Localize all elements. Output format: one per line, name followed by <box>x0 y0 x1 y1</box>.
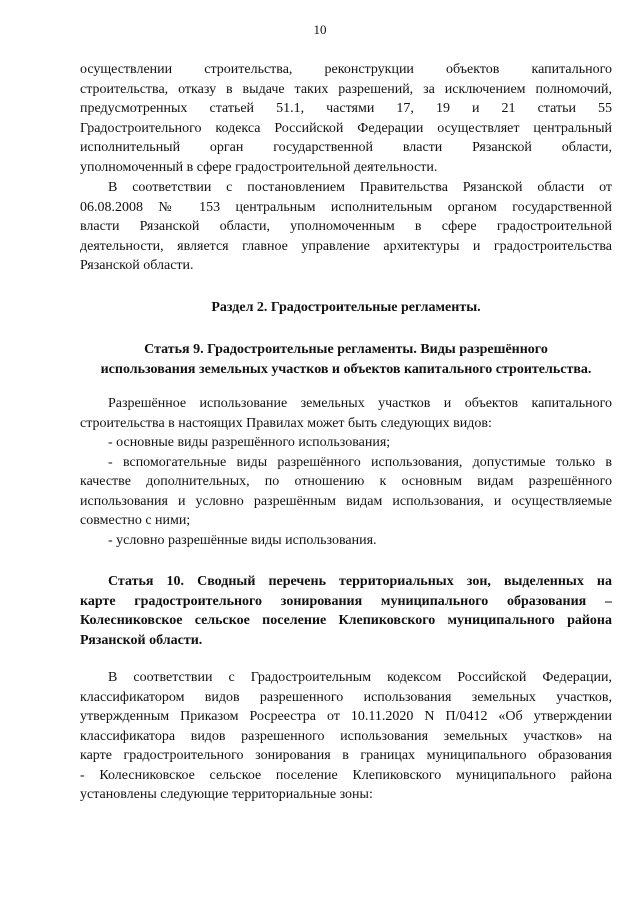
heading-line: Рязанской области. <box>80 632 203 648</box>
article-9-heading <box>80 340 612 379</box>
text-line: карте градостроительного зонирования в границах муниципального образования <box>80 748 612 763</box>
text-line: классификатора видов разрешенного использования земельных участков» на <box>80 728 612 744</box>
text-line: В соответствии с Градостроительным кодексом Российской Федерации, <box>108 670 612 685</box>
text-line: классификатором видов разрешенного использования земельных участков, <box>80 689 612 705</box>
heading-line: Статья 10. Сводный перечень территориальных зон, выделенных на <box>108 574 612 589</box>
text-line: деятельности, является главное управление архитектуры и градостроительства <box>80 238 612 254</box>
paragraph-authority <box>80 178 612 276</box>
paragraph-continuation <box>80 60 612 177</box>
text-line: осуществлении строительства, реконструкции объектов капитального <box>80 62 612 77</box>
page-number: 10 <box>313 22 327 37</box>
paragraph-permitted-use <box>80 394 612 550</box>
list-item-line: использования и условно разрешённым видам использования, и осуществляемые <box>80 493 612 509</box>
heading-line: использования земельных участков и объектов капитального строительства. <box>100 361 592 377</box>
heading-line: карте градостроительного зонирования муниципального образования – <box>80 593 612 609</box>
article-10-heading <box>80 572 612 650</box>
text-line: Градостроительного кодекса Российской Федерации осуществляет центральный <box>80 120 612 136</box>
paragraph-zones <box>80 668 612 805</box>
text-line: Рязанской области. <box>80 258 194 273</box>
text-line: исполнительный орган государственной власти Рязанской области, <box>80 140 612 155</box>
text-line: уполномоченный в сфере градостроительной деятельности. <box>80 159 438 175</box>
text-line: 06.08.2008 № 153 центральным исполнительным органом государственной <box>80 199 612 215</box>
section-heading: Раздел 2. Градостроительные регламенты. <box>211 300 481 315</box>
text-line: власти Рязанской области, уполномоченным в сфере градостроительной <box>80 219 612 234</box>
text-line: установлены следующие территориальные зоны: <box>80 787 373 802</box>
list-item: - основные виды разрешённого использования; <box>108 435 391 450</box>
text-line: предусмотренных статьей 51.1, частями 17, 19 и 21 статьи 55 <box>80 101 612 116</box>
list-item-line: качестве дополнительных, по отношению к основным видам разрешённого <box>80 474 612 489</box>
heading-line: Статья 9. Градостроительные регламенты. Виды разрешённого <box>144 342 548 357</box>
list-item: - условно разрешённые виды использования. <box>108 532 377 548</box>
list-item-line: совместно с ними; <box>80 513 191 528</box>
text-line: - Колесниковское сельское поселение Клепиковского муниципального района <box>80 767 612 783</box>
text-line: Разрешённое использование земельных участков и объектов капитального <box>108 396 612 411</box>
text-line: строительства в настоящих Правилах может быть следующих видов: <box>80 415 492 431</box>
list-item: - вспомогательные виды разрешённого использования, допустимые только в <box>108 454 612 470</box>
heading-line: Колесниковское сельское поселение Клепиковского муниципального района <box>80 613 612 628</box>
text-line: строительства, отказу в выдаче таких разрешений, за исключением полномочий, <box>80 81 612 97</box>
text-line: утвержденным Приказом Росреестра от 10.11.2020 N П/0412 «Об утверждении <box>80 709 612 724</box>
text-line: В соответствии с постановлением Правительства Рязанской области от <box>108 180 612 195</box>
